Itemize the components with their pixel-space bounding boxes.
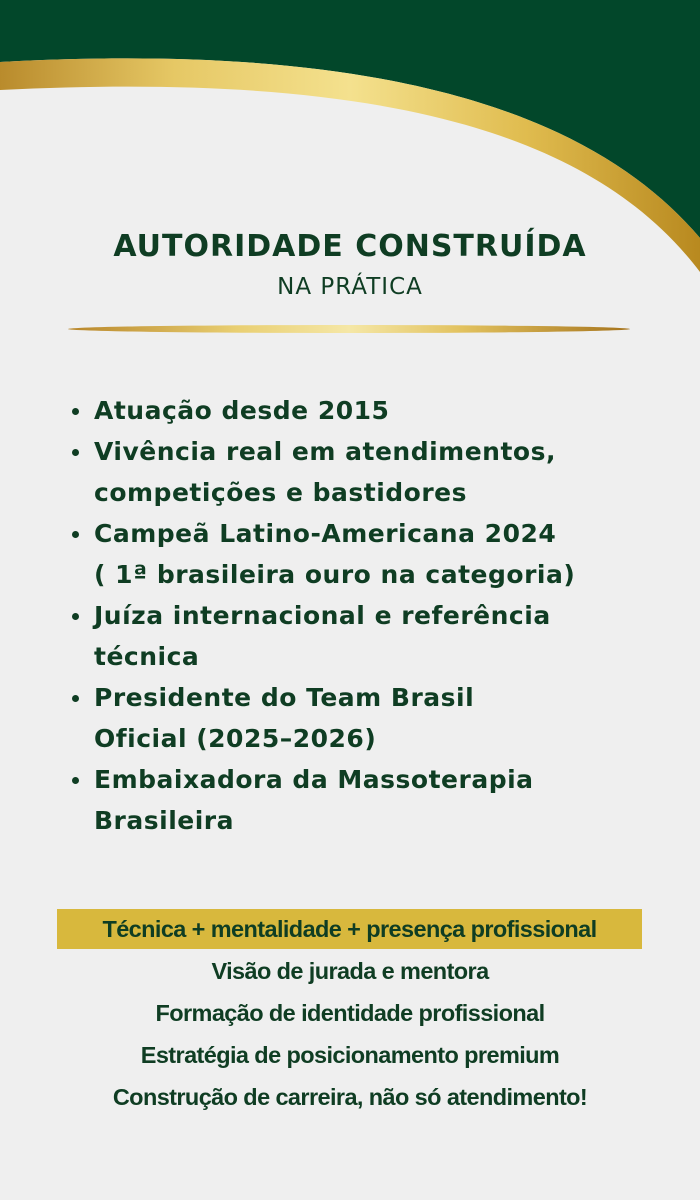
list-item-line: Campeã Latino-Americana 2024 <box>94 519 557 548</box>
list-item-line: Atuação desde 2015 <box>94 396 390 425</box>
tagline: Formação de identidade profissional <box>155 1000 545 1026</box>
page-subtitle: NA PRÁTICA <box>277 274 423 300</box>
highlights-list <box>70 390 670 841</box>
list-item-line: Embaixadora da Massoterapia <box>94 765 534 794</box>
title-block <box>0 229 700 300</box>
list-item <box>70 677 670 759</box>
list-item <box>70 595 670 677</box>
highlight-band <box>57 909 642 949</box>
taglines <box>0 950 700 1118</box>
list-item <box>70 390 670 431</box>
list-item <box>70 759 670 841</box>
page-title: AUTORIDADE CONSTRUÍDA <box>113 229 587 264</box>
list-item-line: competições e bastidores <box>94 478 468 507</box>
list-item-line: ( 1ª brasileira ouro na categoria) <box>94 560 576 589</box>
list-item-line: Presidente do Team Brasil <box>94 683 475 712</box>
tagline: Construção de carreira, não só atendimento! <box>112 1084 588 1110</box>
list-item <box>70 513 670 595</box>
list-item-line: Juíza internacional e referência <box>94 601 551 630</box>
highlight-band-text: Técnica + mentalidade + presença profissional <box>102 915 597 942</box>
gold-divider <box>68 325 630 333</box>
list-item-line: Vivência real em atendimentos, <box>94 437 556 466</box>
list-item-line: Oficial (2025–2026) <box>94 724 377 753</box>
list-item <box>70 431 670 513</box>
list-item-line: técnica <box>94 642 200 671</box>
list-item-line: Brasileira <box>94 806 234 835</box>
green-header-shape <box>0 0 700 238</box>
tagline: Estratégia de posicionamento premium <box>140 1042 560 1068</box>
tagline: Visão de jurada e mentora <box>211 958 489 984</box>
